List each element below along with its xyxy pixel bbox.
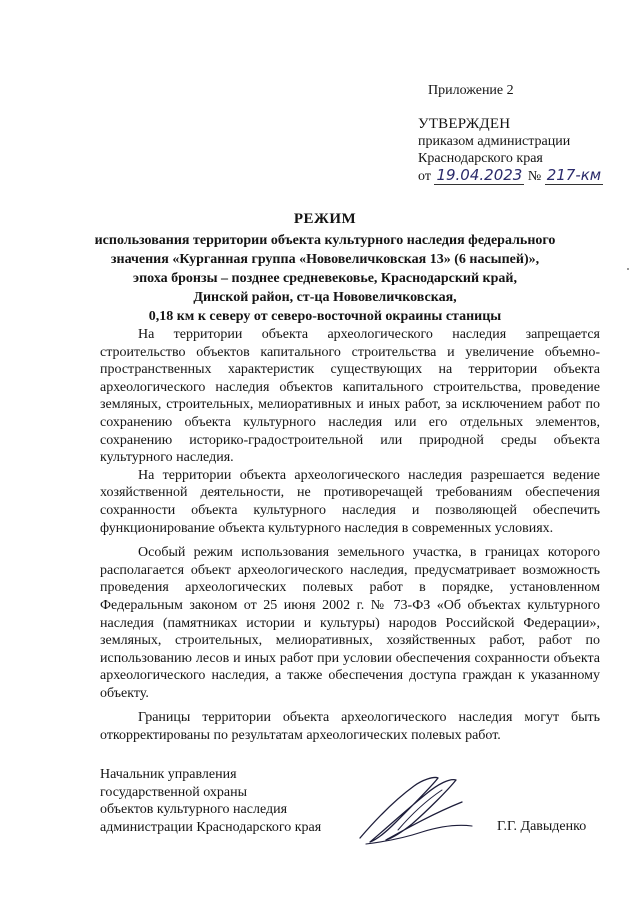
date-prefix: от (418, 169, 431, 184)
signer-title-line: государственной охраны (100, 784, 248, 800)
body-paragraph: На территории объекта археологического наследия запрещается строительство объектов капитального строительства и увеличение объемно-пространственных характеристик существующих на территории объекта археологического наследия объектов капитального строительства, проведение земляных, строительных, мелиоративных и иных работ, за исключением работ по сохранению объекта культурного наследия или его отдельных элементов, сохранению историко-градостроительной или природной среды объекта культурного наследия. (100, 327, 600, 466)
title-line: эпоха бронзы – позднее средневековье, Краснодарский край, (133, 271, 517, 286)
handwritten-signature (352, 772, 482, 852)
appendix-label: Приложение 2 (428, 83, 514, 98)
signer-name: Г.Г. Давыденко (497, 819, 587, 834)
approval-date-line (418, 167, 628, 185)
approval-block (418, 82, 628, 185)
signer-block (100, 766, 360, 836)
title-line: 0,18 км к северу от северо-восточной окраины станицы (148, 309, 502, 324)
title-line: Динской район, ст-ца Нововеличковская, (193, 290, 457, 305)
document-body (100, 326, 600, 745)
signer-title-line: администрации Краснодарского края (100, 819, 322, 835)
handwritten-date: 19.04.2023 (436, 166, 523, 184)
signer-title-line: объектов культурного наследия (100, 802, 288, 818)
document-title (60, 210, 590, 326)
handwritten-order-number: 217-км (546, 166, 602, 184)
body-paragraph: Особый режим использования земельного участка, в границах которого располагается объект археологического наследия, предусматривает возможность проведения археологических полевых работ в порядке, установленном Федеральным законом от 25 июня 2002 г. № 73-ФЗ «Об объектах культурного наследия (памятниках истории и культуры) народов Российской Федерации», земляных, строительных, мелиоративных, хозяйственных работ, работ по использованию лесов и иных работ при условии обеспечения сохранности объекта археологического наследия, а также обеспечения доступа граждан к указанному объекту. (100, 545, 600, 701)
title-main: РЕЖИМ (293, 211, 357, 227)
body-paragraph: На территории объекта археологического наследия разрешается ведение хозяйственной деятельности, не противоречащей требованиям обеспечения сохранности объекта культурного наследия и позволяющей обеспечить функционирование объекта культурного наследия в современных условиях. (100, 467, 600, 536)
title-line: значения «Курганная группа «Нововеличковская 13» (6 насыпей)», (110, 252, 540, 267)
approved-heading: УТВЕРЖДЕН (418, 116, 511, 132)
approval-line-1: приказом администрации (418, 134, 571, 149)
title-line: использования территории объекта культурного наследия федерального (94, 233, 556, 248)
body-paragraph: Границы территории объекта археологического наследия могут быть откорректированы по результатам археологических полевых работ. (100, 710, 600, 744)
signer-title-line: Начальник управления (100, 767, 237, 782)
number-prefix: № (527, 169, 542, 184)
scan-speck (627, 268, 629, 270)
approval-line-2: Краснодарского края (418, 151, 543, 166)
